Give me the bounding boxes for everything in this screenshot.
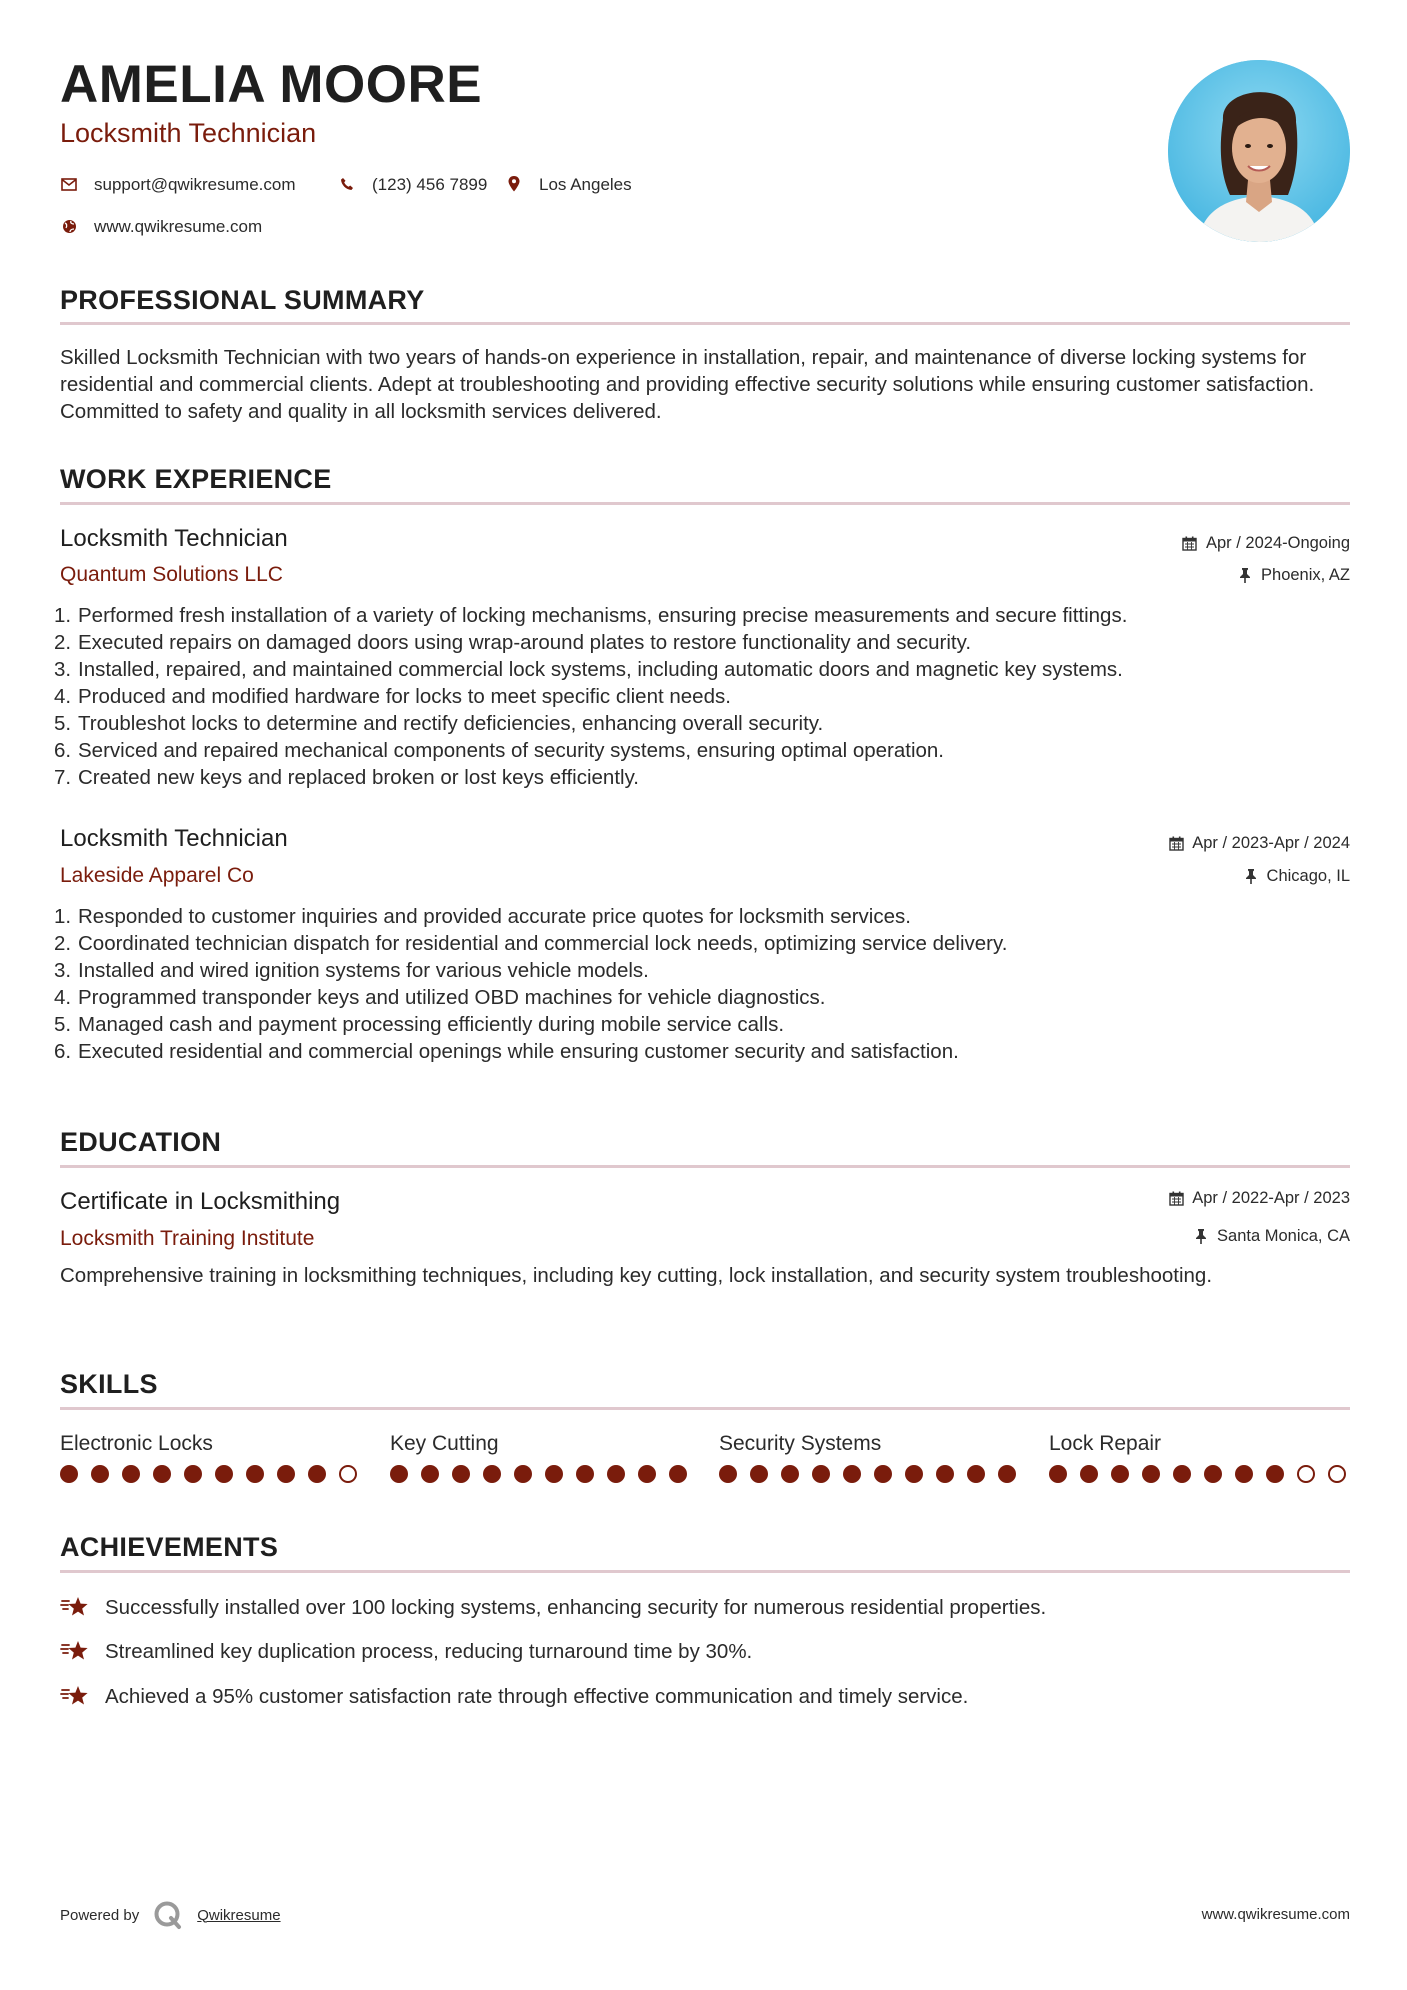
rating-dot-filled — [967, 1465, 985, 1483]
rating-dot-filled — [998, 1465, 1016, 1483]
rating-dot-filled — [153, 1465, 171, 1483]
rating-dot-filled — [514, 1465, 532, 1483]
list-item: 4. Produced and modified hardware for locks to meet specific client needs. — [54, 685, 731, 708]
rating-dot-filled — [905, 1465, 923, 1483]
list-item: 3. Installed and wired ignition systems for various vehicle models. — [54, 959, 649, 982]
rating-dot-empty — [1297, 1465, 1315, 1483]
list-item: 1. Responded to customer inquiries and provided accurate price quotes for locksmith services. — [54, 905, 911, 928]
email-text: support@qwikresume.com — [94, 174, 296, 194]
website-text: www.qwikresume.com — [94, 216, 263, 236]
qwikresume-logo-icon — [153, 1900, 183, 1930]
phone-text: (123) 456 7899 — [372, 174, 488, 194]
rating-dot-filled — [843, 1465, 861, 1483]
education-title: EDUCATION — [60, 1127, 222, 1157]
education-school: Locksmith Training Institute — [60, 1227, 315, 1250]
job-1-title: Locksmith Technician — [60, 525, 288, 552]
footer-brand-link[interactable]: Qwikresume — [197, 1906, 281, 1924]
rating-dot-filled — [1204, 1465, 1222, 1483]
contact-phone[interactable] — [338, 175, 487, 193]
pushpin-icon — [1193, 1228, 1209, 1244]
list-item: 2. Executed repairs on damaged doors using wrap-around plates to restore functionality and security. — [54, 631, 972, 654]
list-item: 5. Managed cash and payment processing efficiently during mobile service calls. — [54, 1013, 785, 1036]
skill-security-systems: Security Systems — [719, 1433, 1019, 1454]
pushpin-icon — [1237, 567, 1253, 583]
star-icon — [60, 1638, 90, 1666]
rating-dot-filled — [390, 1465, 408, 1483]
rating-dot-filled — [1111, 1465, 1129, 1483]
summary-text: Skilled Locksmith Technician with two years of hands-on experience in installation, repair, and maintenance of diverse locking systems for residential and commercial clients. Adept at troubleshooting and providing effective security solutions while ensuring customer satisfaction. Committed to safety and quality in all locksmith services delivered. — [60, 346, 1315, 423]
skill-lock-repair: Lock Repair — [1049, 1433, 1349, 1454]
list-item: 6. Serviced and repaired mechanical components of security systems, ensuring optimal operation. — [54, 739, 944, 762]
education-location: Santa Monica, CA — [1193, 1228, 1350, 1245]
rating-dot-filled — [750, 1465, 768, 1483]
rating-dot-filled — [1266, 1465, 1284, 1483]
calendar-icon — [1182, 535, 1198, 551]
globe-icon — [60, 217, 78, 235]
rating-dot-filled — [1235, 1465, 1253, 1483]
education-divider — [60, 1165, 1350, 1168]
footer-url[interactable]: www.qwikresume.com — [1201, 1906, 1350, 1923]
calendar-icon — [1168, 1190, 1184, 1206]
education-dates: Apr / 2022-Apr / 2023 — [1168, 1190, 1350, 1207]
skill-electronic-locks: Electronic Locks — [60, 1433, 360, 1454]
education-degree: Certificate in Locksmithing — [60, 1188, 341, 1215]
rating-dot-filled — [483, 1465, 501, 1483]
footer-powered-by: Powered by Qwikresume — [60, 1900, 281, 1930]
star-icon — [60, 1594, 90, 1622]
achievements-title: ACHIEVEMENTS — [60, 1532, 279, 1562]
rating-dot-filled — [184, 1465, 202, 1483]
job-2-location: Chicago, IL — [1243, 868, 1350, 885]
experience-divider — [60, 502, 1350, 505]
location-text: Los Angeles — [539, 174, 632, 194]
envelope-icon — [60, 175, 78, 193]
skill-rating — [719, 1465, 1029, 1483]
job-2-company: Lakeside Apparel Co — [60, 864, 254, 887]
list-item: 6. Executed residential and commercial openings while ensuring customer security and satisfaction. — [54, 1040, 959, 1063]
rating-dot-empty — [339, 1465, 357, 1483]
rating-dot-filled — [215, 1465, 233, 1483]
rating-dot-filled — [308, 1465, 326, 1483]
achievement-item: Successfully installed over 100 locking systems, enhancing security for numerous residential properties. — [60, 1594, 1046, 1622]
list-item: 4. Programmed transponder keys and utilized OBD machines for vehicle diagnostics. — [54, 986, 826, 1009]
rating-dot-filled — [781, 1465, 799, 1483]
education-description: Comprehensive training in locksmithing techniques, including key cutting, lock installation, and security system troubleshooting. — [60, 1264, 1213, 1287]
skill-rating — [390, 1465, 700, 1483]
achievement-item: Streamlined key duplication process, reducing turnaround time by 30%. — [60, 1638, 752, 1666]
job-1-bullets — [54, 602, 1354, 791]
rating-dot-filled — [874, 1465, 892, 1483]
calendar-icon — [1168, 835, 1184, 851]
skills-title: SKILLS — [60, 1369, 158, 1399]
list-item: 2. Coordinated technician dispatch for residential and commercial lock needs, optimizing service delivery. — [54, 932, 1008, 955]
map-pin-icon — [505, 175, 523, 193]
rating-dot-filled — [1049, 1465, 1067, 1483]
achievement-item: Achieved a 95% customer satisfaction rate through effective communication and timely service. — [60, 1683, 968, 1711]
rating-dot-filled — [1080, 1465, 1098, 1483]
achievements-divider — [60, 1570, 1350, 1573]
summary-title: PROFESSIONAL SUMMARY — [60, 285, 425, 315]
rating-dot-filled — [1173, 1465, 1191, 1483]
job-1-location: Phoenix, AZ — [1237, 567, 1350, 584]
experience-title: WORK EXPERIENCE — [60, 464, 332, 494]
rating-dot-filled — [607, 1465, 625, 1483]
rating-dot-filled — [719, 1465, 737, 1483]
rating-dot-filled — [246, 1465, 264, 1483]
job-1-dates: Apr / 2024-Ongoing — [1182, 535, 1350, 552]
rating-dot-filled — [277, 1465, 295, 1483]
list-item: 1. Performed fresh installation of a variety of locking mechanisms, ensuring precise measurements and secure fittings. — [54, 604, 1128, 627]
skill-rating — [1049, 1465, 1359, 1483]
rating-dot-filled — [576, 1465, 594, 1483]
pushpin-icon — [1243, 868, 1259, 884]
skill-key-cutting: Key Cutting — [390, 1433, 690, 1454]
contact-email[interactable] — [60, 175, 296, 193]
summary-divider — [60, 322, 1350, 325]
list-item: 3. Installed, repaired, and maintained commercial lock systems, including automatic doors and magnetic key systems. — [54, 658, 1123, 681]
rating-dot-filled — [122, 1465, 140, 1483]
job-1-company: Quantum Solutions LLC — [60, 563, 283, 586]
rating-dot-filled — [1142, 1465, 1160, 1483]
profile-photo — [1168, 60, 1350, 242]
job-2-title: Locksmith Technician — [60, 825, 288, 852]
candidate-name: AMELIA MOORE — [60, 55, 483, 114]
contact-location — [505, 175, 632, 193]
phone-icon — [338, 175, 356, 193]
rating-dot-filled — [60, 1465, 78, 1483]
rating-dot-filled — [545, 1465, 563, 1483]
star-icon — [60, 1683, 90, 1711]
skill-rating — [60, 1465, 370, 1483]
list-item: 7. Created new keys and replaced broken or lost keys efficiently. — [54, 766, 640, 789]
skills-divider — [60, 1407, 1350, 1410]
rating-dot-filled — [936, 1465, 954, 1483]
rating-dot-filled — [812, 1465, 830, 1483]
job-2-bullets — [54, 903, 1354, 1065]
rating-dot-filled — [91, 1465, 109, 1483]
rating-dot-filled — [452, 1465, 470, 1483]
rating-dot-filled — [638, 1465, 656, 1483]
rating-dot-filled — [421, 1465, 439, 1483]
rating-dot-filled — [669, 1465, 687, 1483]
list-item: 5. Troubleshot locks to determine and rectify deficiencies, enhancing overall security. — [54, 712, 824, 735]
rating-dot-empty — [1328, 1465, 1346, 1483]
contact-website[interactable] — [60, 217, 262, 235]
candidate-role: Locksmith Technician — [60, 118, 317, 148]
job-2-dates: Apr / 2023-Apr / 2024 — [1168, 835, 1350, 852]
